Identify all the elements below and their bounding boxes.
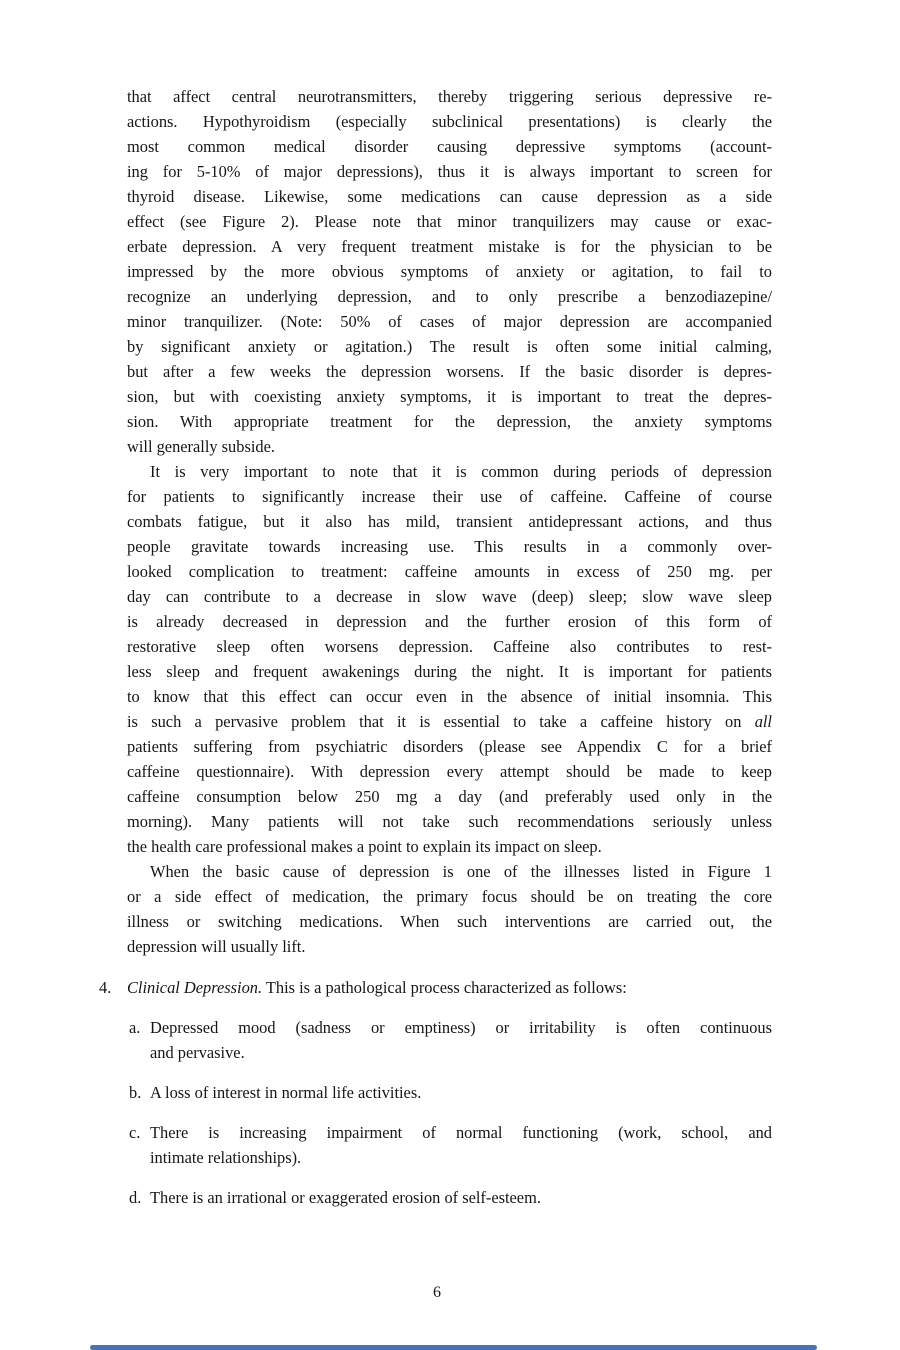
text-line: It is very important to note that it is common during periods of depression — [150, 462, 772, 481]
text-line: will generally subside. — [127, 437, 275, 456]
text-line: day can contribute to a decrease in slow wave (deep) sleep; slow wave sleep — [127, 587, 772, 606]
text-line: Depressed mood (sadness or emptiness) or irritability is often continuous — [150, 1018, 772, 1037]
text-line: recognize an underlying depression, and to only prescribe a benzodiazepine/ — [127, 287, 772, 306]
text-line: restorative sleep often worsens depression. Caffeine also contributes to rest- — [127, 637, 772, 656]
text-line: sion. With appropriate treatment for the depression, the anxiety symptoms — [127, 412, 772, 431]
text-line: by significant anxiety or agitation.) The result is often some initial calming, — [127, 337, 772, 356]
text-line: sion, but with coexisting anxiety symptoms, it is important to treat the depres- — [127, 387, 772, 406]
sub-item-letter: d. — [129, 1188, 142, 1207]
text-line: illness or switching medications. When such interventions are carried out, the — [127, 912, 772, 931]
sub-item-letter: c. — [129, 1123, 141, 1142]
text-line: that affect central neurotransmitters, thereby triggering serious depressive re- — [127, 87, 772, 106]
sub-item-d — [129, 1185, 772, 1210]
text-line: most common medical disorder causing depressive symptoms (account- — [127, 137, 772, 156]
text-line: A loss of interest in normal life activities. — [150, 1083, 422, 1102]
text-line: but after a few weeks the depression worsens. If the basic disorder is depres- — [127, 362, 772, 381]
text-line: looked complication to treatment: caffeine amounts in excess of 250 mg. per — [127, 562, 772, 581]
text-line: impressed by the more obvious symptoms of anxiety or agitation, to fail to — [127, 262, 772, 281]
text-line: depression will usually lift. — [127, 937, 306, 956]
text-line: caffeine consumption below 250 mg a day (and preferably used only in the — [127, 787, 772, 806]
text-line: and pervasive. — [150, 1043, 245, 1062]
sub-item-text — [150, 1185, 772, 1210]
text-line: thyroid disease. Likewise, some medications can cause depression as a side — [127, 187, 772, 206]
sub-item-letter: a. — [129, 1018, 141, 1037]
text-line: intimate relationships). — [150, 1148, 302, 1167]
text-column — [99, 84, 772, 1210]
sub-item-text — [150, 1015, 772, 1065]
text-line: combats fatigue, but it also has mild, transient antidepressant actions, and thus — [127, 512, 772, 531]
text-line: actions. Hypothyroidism (especially subclinical presentations) is clearly the — [127, 112, 772, 131]
page-number: 6 — [433, 1284, 441, 1301]
list-item-4-clinical-depression — [99, 975, 772, 1000]
text-line: patients suffering from psychiatric disorders (please see Appendix C for a brief — [127, 737, 772, 756]
paragraph-caffeine — [127, 459, 772, 859]
text-line: the health care professional makes a point to explain its impact on sleep. — [127, 837, 602, 856]
horizontal-scrollbar[interactable] — [90, 1345, 817, 1350]
text-line: morning). Many patients will not take such recommendations seriously unless — [127, 812, 772, 831]
text-line: Clinical Depression. This is a pathological process characterized as follows: — [127, 978, 627, 997]
text-line: to know that this effect can occur even in the absence of initial insomnia. This — [127, 687, 772, 706]
text-line: effect (see Figure 2). Please note that minor tranquilizers may cause or exac- — [127, 212, 772, 231]
sub-item-b — [129, 1080, 772, 1105]
text-line: There is an irrational or exaggerated erosion of self-esteem. — [150, 1188, 541, 1207]
sub-item-c — [129, 1120, 772, 1170]
text-line: for patients to significantly increase their use of caffeine. Caffeine of course — [127, 487, 772, 506]
text-line: less sleep and frequent awakenings during the night. It is important for patients — [127, 662, 772, 681]
sub-item-text — [150, 1080, 772, 1105]
list-item-text — [127, 975, 772, 1000]
text-line: erbate depression. A very frequent treatment mistake is for the physician to be — [127, 237, 772, 256]
sub-item-text — [150, 1120, 772, 1170]
text-line: is already decreased in depression and the further erosion of this form of — [127, 612, 772, 631]
list-item-number: 4. — [99, 978, 112, 997]
text-line: is such a pervasive problem that it is essential to take a caffeine history on all — [127, 712, 772, 731]
paragraph-continued — [127, 84, 772, 459]
text-line: caffeine questionnaire). With depression every attempt should be made to keep — [127, 762, 772, 781]
sub-item-a — [129, 1015, 772, 1065]
text-line: minor tranquilizer. (Note: 50% of cases of major depression are accompanied — [127, 312, 772, 331]
text-line: people gravitate towards increasing use. This results in a commonly over- — [127, 537, 772, 556]
sub-item-letter: b. — [129, 1083, 142, 1102]
text-line: When the basic cause of depression is one of the illnesses listed in Figure 1 — [150, 862, 772, 881]
paragraph-basic-cause — [127, 859, 772, 959]
text-line: ing for 5-10% of major depressions), thus it is always important to screen for — [127, 162, 772, 181]
text-line: or a side effect of medication, the primary focus should be on treating the core — [127, 887, 772, 906]
text-line: There is increasing impairment of normal functioning (work, school, and — [150, 1123, 772, 1142]
